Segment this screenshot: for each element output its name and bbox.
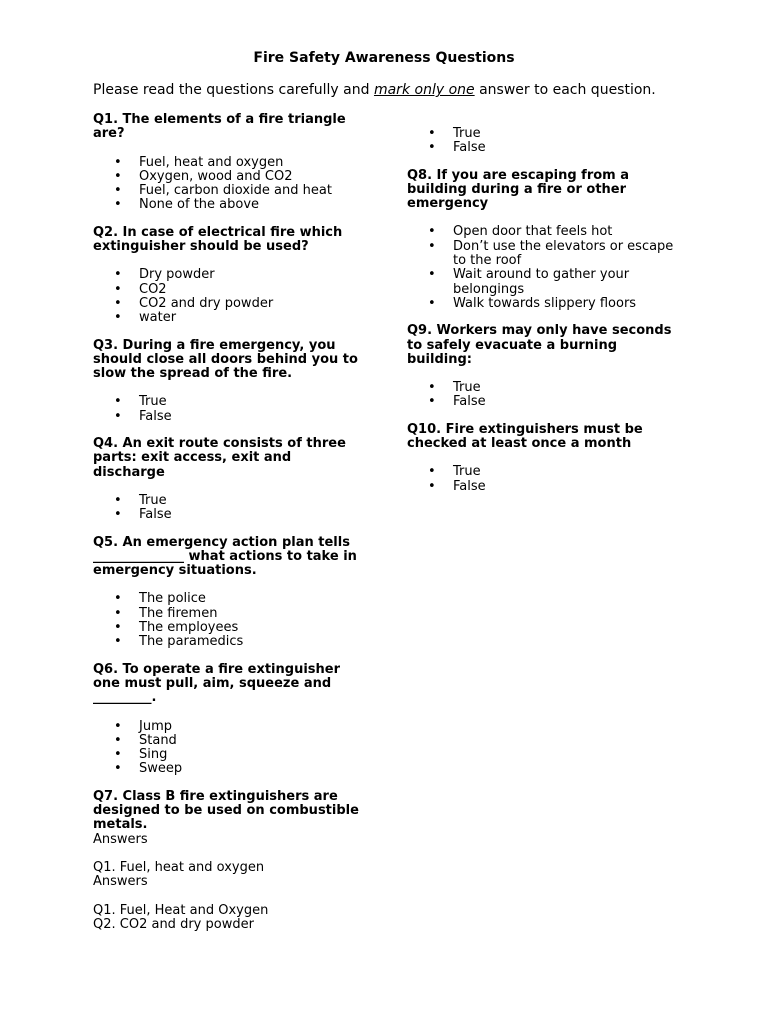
question-6-options: [93, 720, 363, 777]
question-8: Q8. If you are escaping from a building during a fire or other emergency: [407, 167, 630, 212]
question-1-options: [93, 156, 363, 213]
option: • True: [139, 494, 363, 508]
option: • The police: [139, 592, 363, 606]
option: • Sing: [139, 748, 363, 762]
option: • False: [453, 480, 682, 494]
option: • Fuel, heat and oxygen: [139, 156, 363, 170]
option: • The firemen: [139, 607, 363, 621]
option: • The paramedics: [139, 635, 363, 649]
left-column: [93, 113, 363, 933]
instructions: [93, 83, 656, 97]
question-10-options: [407, 465, 682, 494]
option: • Jump: [139, 720, 363, 734]
instructions-emphasis: mark only one: [373, 82, 475, 98]
question-5: Q5. An emergency action plan tells ______________ what actions to take in emergency situations.: [93, 534, 357, 579]
option: • Open door that feels hot: [453, 225, 682, 239]
option: • Fuel, carbon dioxide and heat: [139, 184, 363, 198]
question-4-options: [93, 494, 363, 523]
question-7-options: [407, 127, 682, 156]
answer-line: Q1. Fuel, Heat and Oxygen: [93, 903, 269, 919]
question-9-options: [407, 381, 682, 410]
answers-heading: Answers: [93, 831, 148, 847]
option: • True: [453, 465, 682, 479]
option: • True: [139, 395, 363, 409]
question-2-options: [93, 268, 363, 325]
option: • Dry powder: [139, 268, 363, 282]
option: • Wait around to gather your belongings: [453, 268, 682, 297]
question-5-options: [93, 592, 363, 649]
answers-heading: Answers: [93, 874, 148, 890]
option: • False: [139, 410, 363, 424]
option: • False: [139, 508, 363, 522]
question-4: Q4. An exit route consists of three parts: exit access, exit and discharge: [93, 436, 346, 480]
answer-line: Q2. CO2 and dry powder: [93, 917, 254, 933]
question-3-options: [93, 395, 363, 424]
question-10: Q10. Fire extinguishers must be checked at least once a month: [407, 421, 643, 452]
instructions-text-after: answer to each question.: [474, 82, 656, 98]
option: • CO2: [139, 283, 363, 297]
instructions-text-before: Please read the questions carefully and: [93, 82, 374, 98]
option: • CO2 and dry powder: [139, 297, 363, 311]
option: • False: [453, 395, 682, 409]
question-2: Q2. In case of electrical fire which extinguisher should be used?: [93, 224, 343, 255]
answer-line: Q1. Fuel, heat and oxygen: [93, 860, 265, 876]
option: • True: [453, 127, 682, 141]
option: • water: [139, 311, 363, 325]
option: • The employees: [139, 621, 363, 635]
document-title: Fire Safety Awareness Questions: [253, 50, 515, 66]
option: • Don’t use the elevators or escape to the roof: [453, 240, 682, 269]
question-8-options: [407, 225, 682, 311]
question-9: Q9. Workers may only have seconds to safely evacuate a burning building:: [407, 323, 672, 367]
question-3: Q3. During a fire emergency, you should close all doors behind you to slow the spread of the fire.: [93, 337, 358, 382]
option: • False: [453, 141, 682, 155]
right-column: [407, 127, 682, 507]
option: • Walk towards slippery floors: [453, 297, 682, 311]
question-6: Q6. To operate a fire extinguisher one must pull, aim, squeeze and _________.: [93, 661, 341, 706]
question-7: Q7. Class B fire extinguishers are designed to be used on combustible metals.: [93, 788, 359, 833]
question-1: Q1. The elements of a fire triangle are?: [93, 112, 346, 142]
option: • None of the above: [139, 198, 363, 212]
option: • Oxygen, wood and CO2: [139, 170, 363, 184]
option: • Stand: [139, 734, 363, 748]
option: • Sweep: [139, 762, 363, 776]
option: • True: [453, 381, 682, 395]
